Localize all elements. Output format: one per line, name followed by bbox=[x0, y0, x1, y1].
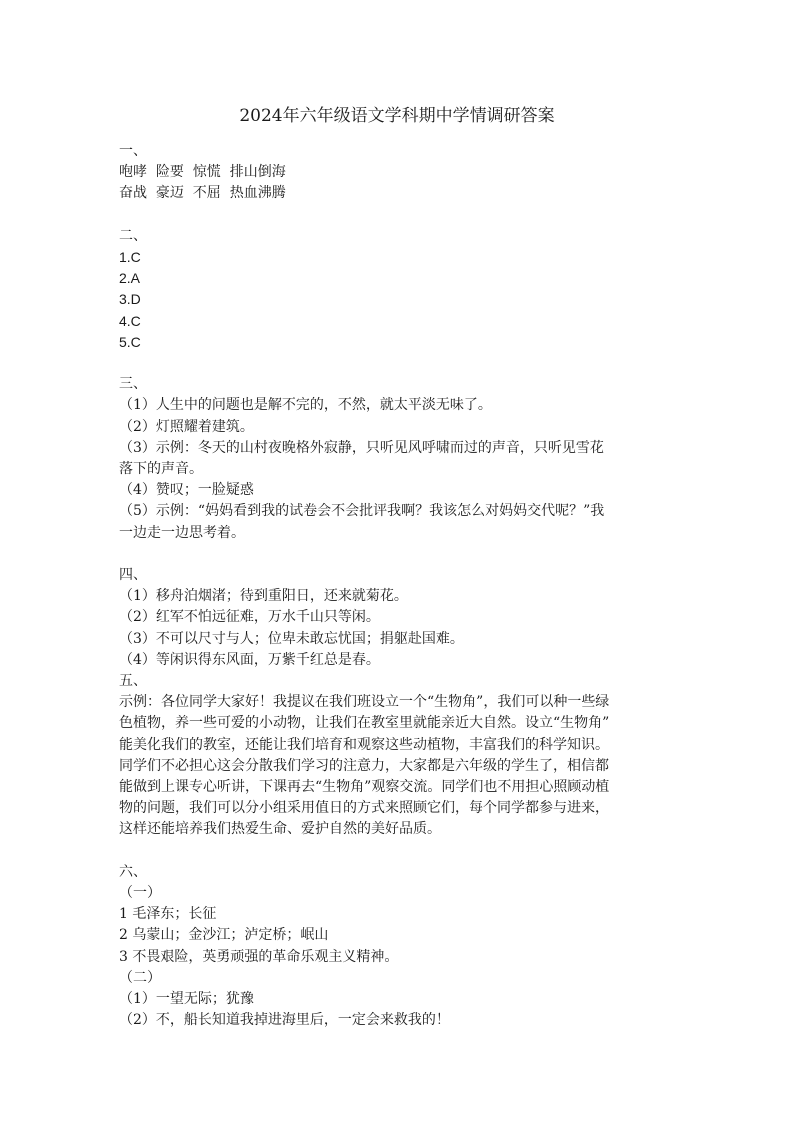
section-six-part2-heading: （二） bbox=[119, 969, 161, 986]
section-five-line: 示例：各位同学大家好！我提议在我们班设立一个“生物角”，我们可以种一些绿 bbox=[119, 694, 610, 711]
section-six-part1-line: 1 毛泽东；长征 bbox=[119, 906, 217, 923]
section-four-line: （3）不可以尺寸与人；位卑未敢忘忧国；捐躯赴国难。 bbox=[119, 630, 464, 647]
section-three-heading: 三、 bbox=[119, 376, 147, 393]
section-four-line: （4）等闲识得东风面，万紫千红总是春。 bbox=[119, 651, 380, 668]
section-four-line: （2）红军不怕远征难，万水千山只等闲。 bbox=[119, 609, 380, 626]
section-four-heading: 四、 bbox=[119, 567, 147, 584]
section-three-line: 落下的声音。 bbox=[119, 461, 203, 478]
section-six-heading: 六、 bbox=[119, 863, 147, 880]
section-six-part1-line: 2 乌蒙山；金沙江；泸定桥；岷山 bbox=[119, 927, 329, 944]
section-three-line: （1）人生中的问题也是解不完的，不然，就太平淡无味了。 bbox=[119, 397, 492, 414]
section-six-part2-line: （2）不，船长知道我掉进海里后，一定会来救我的！ bbox=[119, 1012, 450, 1029]
answer-content bbox=[119, 141, 679, 1031]
section-five-line: 色植物，养一些可爱的小动物，让我们在教室里就能亲近大自然。设立“生物角” bbox=[119, 715, 610, 732]
section-three-line: 一边走一边思考着。 bbox=[119, 524, 245, 541]
section-one-line: 咆哮 险要 惊慌 排山倒海 bbox=[119, 164, 286, 181]
section-five-line: 物的问题，我们可以分小组采用值日的方式来照顾它们，每个同学都参与进来， bbox=[119, 800, 609, 817]
section-four-line: （1）移舟泊烟渚；待到重阳日，还来就菊花。 bbox=[119, 588, 408, 605]
choice-answer: 3.D bbox=[119, 291, 141, 308]
section-two-heading: 二、 bbox=[119, 227, 147, 244]
section-three-line: （2）灯照耀着建筑。 bbox=[119, 418, 254, 435]
section-three-line: （4）赞叹；一脸疑惑 bbox=[119, 482, 254, 499]
section-three-line: （3）示例：冬天的山村夜晚格外寂静，只听见风呼啸而过的声音，只听见雪花 bbox=[119, 439, 604, 456]
section-six-part1-line: 3 不畏艰险，英勇顽强的革命乐观主义精神。 bbox=[119, 948, 399, 965]
section-one-line: 奋战 豪迈 不屈 热血沸腾 bbox=[119, 185, 286, 202]
choice-answer: 1.C bbox=[119, 249, 141, 265]
choice-answer: 2.A bbox=[119, 270, 141, 287]
section-six-part1-heading: （一） bbox=[119, 885, 161, 902]
section-six-part2-line: （1）一望无际；犹豫 bbox=[119, 991, 254, 1008]
section-five-line: 能美化我们的教室，还能让我们培育和观察这些动植物，丰富我们的科学知识。 bbox=[119, 736, 609, 753]
section-five-line: 同学们不必担心这会分散我们学习的注意力，大家都是六年级的学生了，相信都 bbox=[119, 757, 609, 774]
section-five-heading: 五、 bbox=[119, 673, 147, 690]
section-five-line: 这样还能培养我们热爱生命、爱护自然的美好品质。 bbox=[119, 821, 441, 838]
document-title: 2024年六年级语文学科期中学情调研答案 bbox=[239, 106, 555, 126]
section-one-heading: 一、 bbox=[119, 143, 147, 159]
choice-answer: 5.C bbox=[119, 333, 141, 350]
section-five-line: 能做到上课专心听讲，下课再去“生物角”观察交流。同学们也不用担心照顾动植 bbox=[119, 779, 610, 796]
choice-answer: 4.C bbox=[119, 312, 141, 329]
section-three-line: （5）示例：“妈妈看到我的试卷会不会批评我啊？我该怎么对妈妈交代呢？”我 bbox=[119, 503, 605, 520]
